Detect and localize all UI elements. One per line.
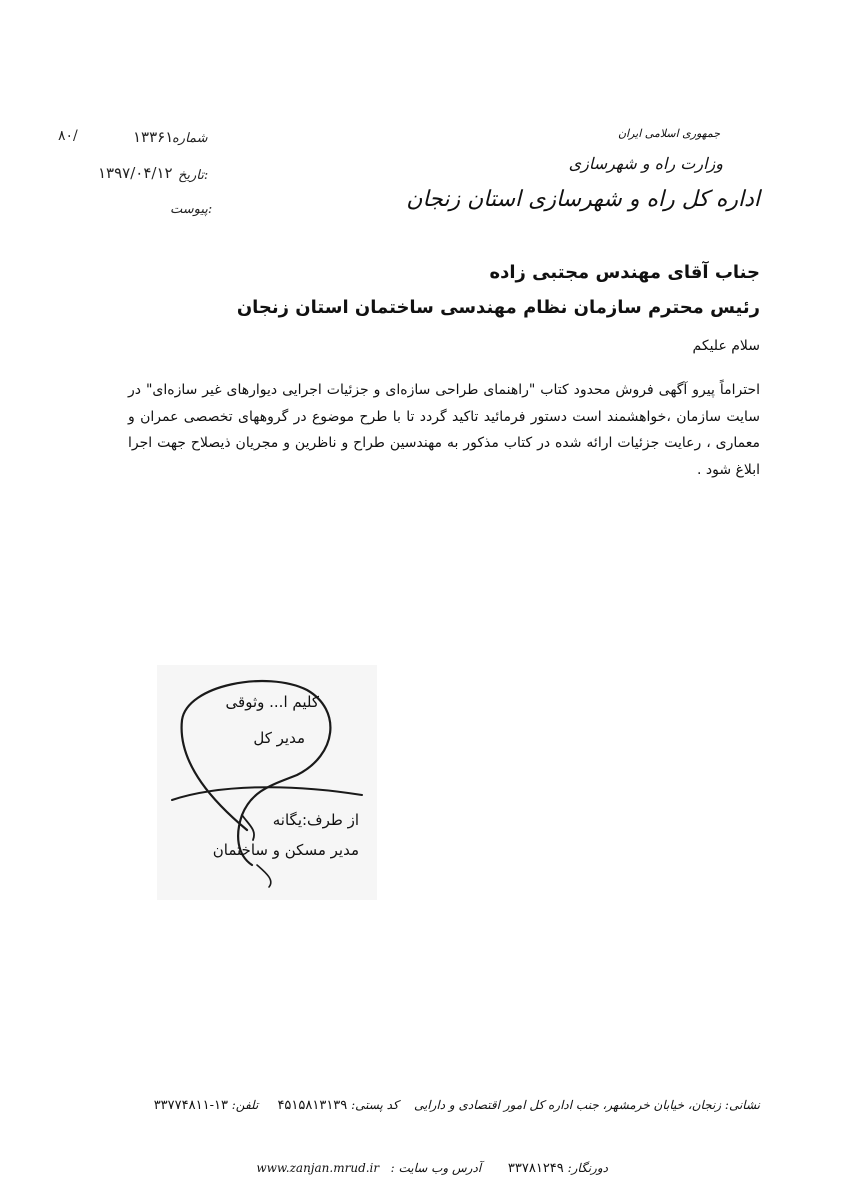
org-department: اداره کل راه و شهرسازی استان زنجان	[406, 187, 760, 212]
on-behalf-label: از طرف:یگانه	[272, 811, 359, 829]
footer-contact-line	[154, 1098, 760, 1113]
recipient-title: رئیس محترم سازمان نظام مهندسی ساختمان استان زنجان	[236, 297, 760, 318]
footer-postal-label: کد پستی:	[351, 1098, 399, 1112]
footer-website-link[interactable]: www.zanjan.mrud.ir	[256, 1161, 380, 1175]
footer-website-label: آدرس وب سایت :	[390, 1161, 482, 1175]
footer-phone-value: ۱۳-۳۳۷۷۴۸۱۱	[153, 1098, 228, 1113]
recipient-name: جناب آقای مهندس مجتبی زاده	[489, 262, 760, 283]
footer-fax-website-line	[256, 1161, 608, 1176]
signer-name: کلیم ا... وثوقی	[225, 693, 319, 711]
letter-number-value: ۱۳۳۶۱	[133, 128, 174, 146]
org-ministry: وزارت راه و شهرسازی	[568, 154, 723, 173]
letter-number-row	[58, 128, 78, 144]
letter-body: احتراماً پیرو آگهی فروش محدود کتاب "راهنمای طراحی سازه‌ای و جزئیات اجرایی دیوارهای غیر سازه‌ای" در سایت سازمان ،خواهشمند است دستور فرمائید تاکید گردد تا با طرح موضوع در گروههای تخصصی عمران و معماری ، رعایت جزئیات ارائه شده در کتاب مذکور به مهندسین طراح و ناظرین و مجریان ذیصلاح جهت اجرا ابلاغ شود .	[128, 382, 760, 478]
org-republic: جمهوری اسلامی ایران	[617, 127, 720, 140]
footer-phone-label: تلفن:	[231, 1098, 259, 1112]
signer-title: مدیر کل	[253, 729, 305, 747]
footer-postal-value: ۴۵۱۵۸۱۳۱۳۹	[277, 1098, 348, 1113]
footer-address: نشانی: زنجان، خیابان خرمشهر، جنب اداره کل امور اقتصادی و دارایی	[413, 1098, 760, 1112]
letter-attachment-label: پیوست:	[170, 202, 213, 217]
letter-number-label: شماره	[172, 131, 208, 146]
letter-date-value: ۱۳۹۷/۰۴/۱۲	[98, 164, 173, 182]
on-behalf-title: مدیر مسکن و ساختمان	[212, 841, 359, 859]
footer-fax-value: ۳۳۷۸۱۲۴۹	[507, 1161, 564, 1176]
greeting: سلام علیکم	[692, 338, 760, 354]
footer-fax-label: دورنگار:	[567, 1161, 608, 1175]
letter-number-prefix: ۸۰/	[58, 128, 78, 144]
signature-area	[157, 665, 377, 900]
letter-date-label: تاریخ:	[178, 168, 209, 183]
letter-number	[133, 128, 173, 146]
